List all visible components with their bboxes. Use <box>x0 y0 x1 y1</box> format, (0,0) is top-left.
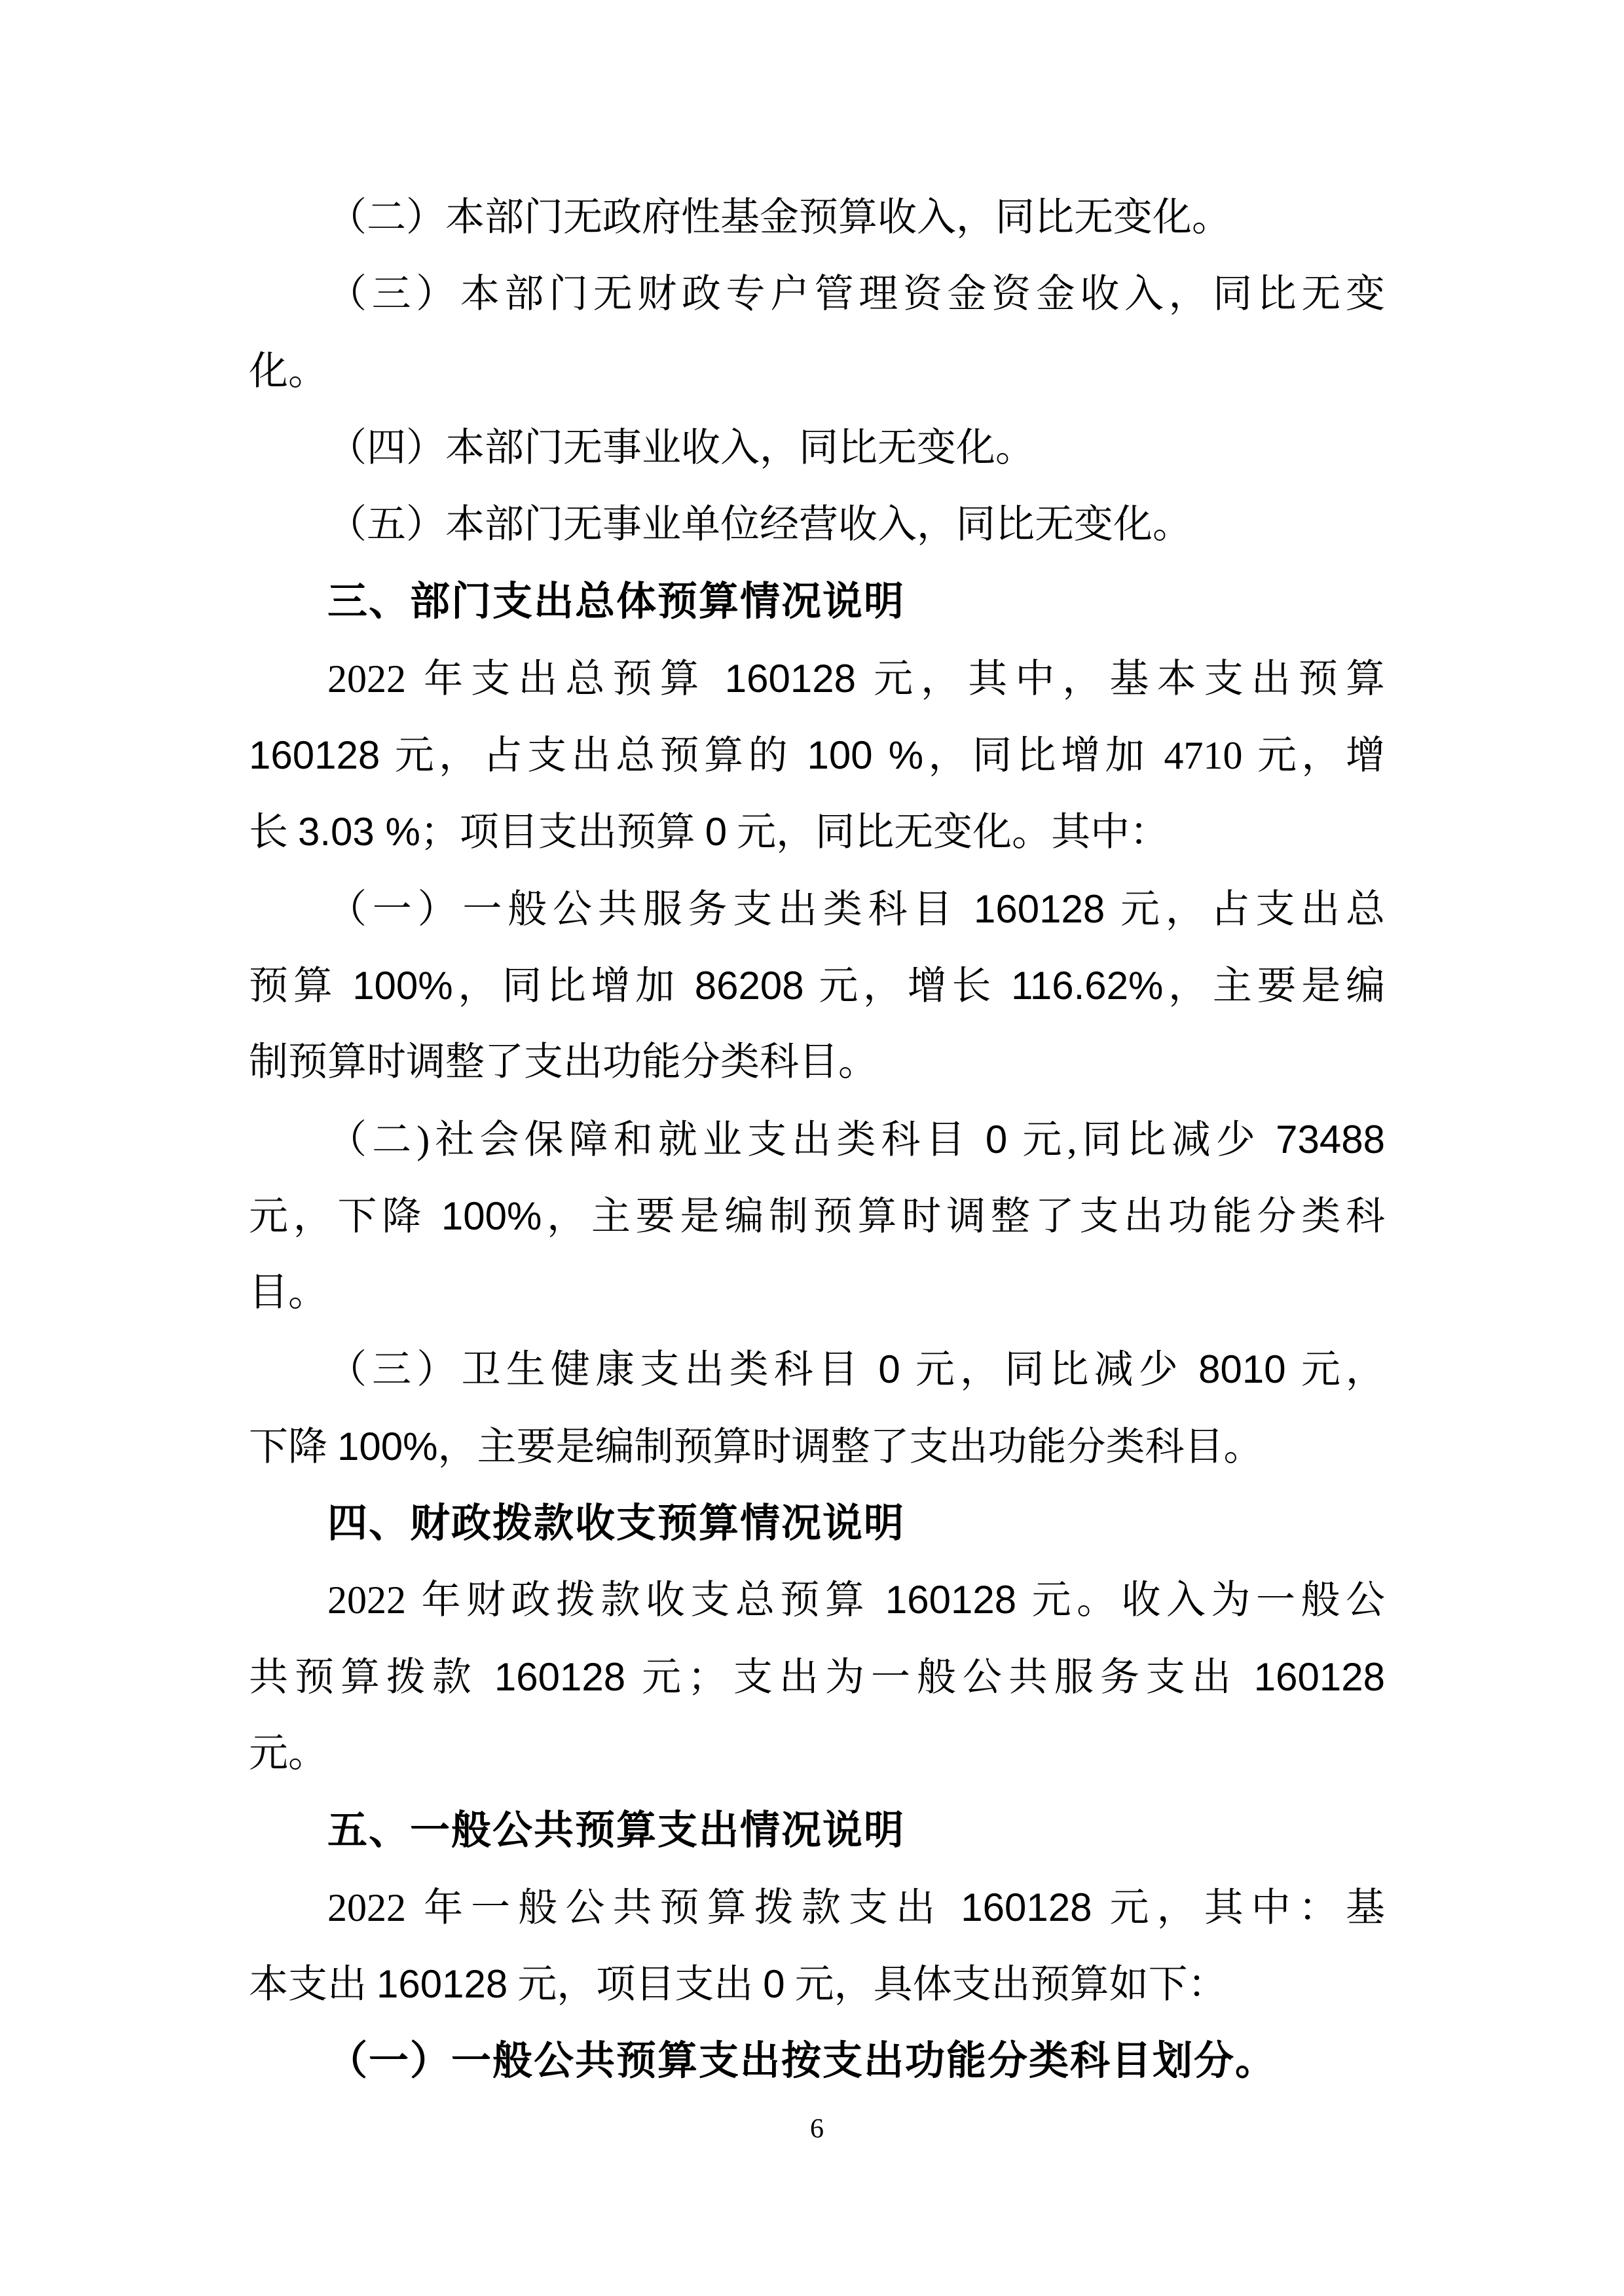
cjk-text: 元，同比减少 <box>900 1348 1199 1392</box>
text-line <box>249 410 1385 486</box>
cjk-text: 元，增长 <box>803 964 1011 1008</box>
numeric-text: 8010 <box>1198 1347 1286 1392</box>
text-line <box>249 871 1385 947</box>
cjk-text: 2022 年支出总预算 <box>327 657 725 701</box>
cjk-text: 下降 <box>249 1425 337 1468</box>
cjk-text: 元，占支出总 <box>1105 887 1385 931</box>
cjk-text: （四）本部门无事业收入，同比无变化。 <box>327 426 1035 469</box>
cjk-text: 元。收入为一般公 <box>1016 1578 1385 1622</box>
cjk-text: 元， <box>1285 1348 1385 1392</box>
numeric-text: 100% <box>352 963 453 1008</box>
text-line <box>249 1639 1385 1715</box>
cjk-text: （三）卫生健康支出类科目 <box>327 1348 879 1392</box>
cjk-text: ；项目支出预算 <box>420 811 705 854</box>
cjk-text: 元，下降 <box>249 1194 441 1238</box>
numeric-text: 100% <box>441 1194 542 1238</box>
numeric-text: 73488 <box>1276 1117 1385 1161</box>
cjk-text: 元,同比减少 <box>1007 1118 1276 1161</box>
text-line <box>249 1869 1385 1946</box>
text-line <box>249 256 1385 333</box>
cjk-text: 元；支出为一般公共服务支出 <box>625 1655 1254 1699</box>
numeric-text: 160128 <box>1253 1654 1385 1699</box>
cjk-text: ，主要是编制预算时调整了支出功能分类科 <box>542 1194 1385 1238</box>
cjk-text: ，主要是编 <box>1163 964 1385 1008</box>
numeric-text: 0 <box>878 1347 900 1392</box>
cjk-text: （三）本部门无财政专户管理资金资金收入，同比无变 <box>327 272 1385 316</box>
cjk-text: （五）本部门无事业单位经营收入，同比无变化。 <box>327 503 1192 547</box>
numeric-text: 116.62% <box>1010 963 1164 1008</box>
text-line <box>249 486 1385 563</box>
text-line <box>249 1408 1385 1485</box>
cjk-text: 制预算时调整了支出功能分类科目。 <box>249 1040 877 1084</box>
numeric-text: 100 % <box>807 733 924 778</box>
heading-line <box>249 563 1385 640</box>
cjk-text: （二）本部门无政府性基金预算收入，同比无变化。 <box>327 196 1231 239</box>
text-line <box>249 1331 1385 1408</box>
cjk-text: 元，其中，基本支出预算 <box>855 657 1385 701</box>
cjk-text: 元，其中：基 <box>1092 1886 1385 1929</box>
numeric-text: 160128 <box>249 733 380 778</box>
cjk-text: 四、财政拨款收支预算情况说明 <box>327 1501 906 1546</box>
numeric-text: 0 <box>763 1961 785 2006</box>
cjk-text: 2022 年一般公共预算拨款支出 <box>327 1886 961 1929</box>
heading-line <box>249 1792 1385 1868</box>
numeric-text: 160128 <box>974 886 1105 931</box>
text-line <box>249 947 1385 1024</box>
text-column <box>249 179 1385 2099</box>
numeric-text: 3.03 % <box>298 810 420 854</box>
text-line <box>249 1178 1385 1254</box>
text-line <box>249 793 1385 870</box>
heading-line <box>249 1485 1385 1561</box>
cjk-text: 目。 <box>249 1271 327 1315</box>
cjk-text: 2022 年财政拨款收支总预算 <box>327 1578 885 1622</box>
numeric-text: 160128 <box>885 1578 1017 1622</box>
text-line <box>249 717 1385 793</box>
cjk-text: 元，项目支出 <box>507 1962 764 2006</box>
cjk-text: （二)社会保障和就业支出类科目 <box>327 1118 986 1161</box>
cjk-text: （一）一般公共预算支出按支出功能分类科目划分。 <box>327 2038 1277 2083</box>
cjk-text: 共预算拨款 <box>249 1655 494 1699</box>
cjk-text: ，主要是编制预算时调整了支出功能分类科目。 <box>437 1425 1263 1468</box>
cjk-text: 长 <box>249 811 298 854</box>
text-line <box>249 1715 1385 1792</box>
text-line <box>249 1101 1385 1178</box>
page-number: 6 <box>810 2114 824 2145</box>
cjk-text: 化。 <box>249 349 327 393</box>
cjk-text: ，同比增加 <box>452 964 695 1008</box>
cjk-text: 本支出 <box>249 1962 377 2006</box>
numeric-text: 100% <box>337 1424 438 1468</box>
text-line <box>249 640 1385 717</box>
cjk-text: ，同比增加 4710 元，增 <box>923 734 1385 778</box>
numeric-text: 160128 <box>724 656 856 701</box>
text-line <box>249 1946 1385 2022</box>
cjk-text: （一）一般公共服务支出类科目 <box>327 887 974 931</box>
text-line <box>249 1561 1385 1638</box>
numeric-text: 160128 <box>377 1961 508 2006</box>
numeric-text: 160128 <box>961 1885 1092 1929</box>
numeric-text: 0 <box>985 1117 1008 1161</box>
cjk-text: 元。 <box>249 1731 327 1775</box>
cjk-text: 元，占支出总预算的 <box>380 734 807 778</box>
cjk-text: 元，具体支出预算如下： <box>784 1962 1227 2006</box>
cjk-text: 五、一般公共预算支出情况说明 <box>327 1808 906 1853</box>
cjk-text: 元，同比无变化。其中： <box>727 811 1170 854</box>
numeric-text: 0 <box>705 810 728 854</box>
cjk-text: 三、部门支出总体预算情况说明 <box>327 579 906 624</box>
text-line <box>249 1254 1385 1331</box>
text-line <box>249 179 1385 256</box>
numeric-text: 160128 <box>494 1654 626 1699</box>
text-line <box>249 333 1385 410</box>
cjk-text: 预算 <box>249 964 353 1008</box>
numeric-text: 86208 <box>694 963 804 1008</box>
text-line <box>249 1024 1385 1101</box>
heading-line <box>249 2022 1385 2099</box>
